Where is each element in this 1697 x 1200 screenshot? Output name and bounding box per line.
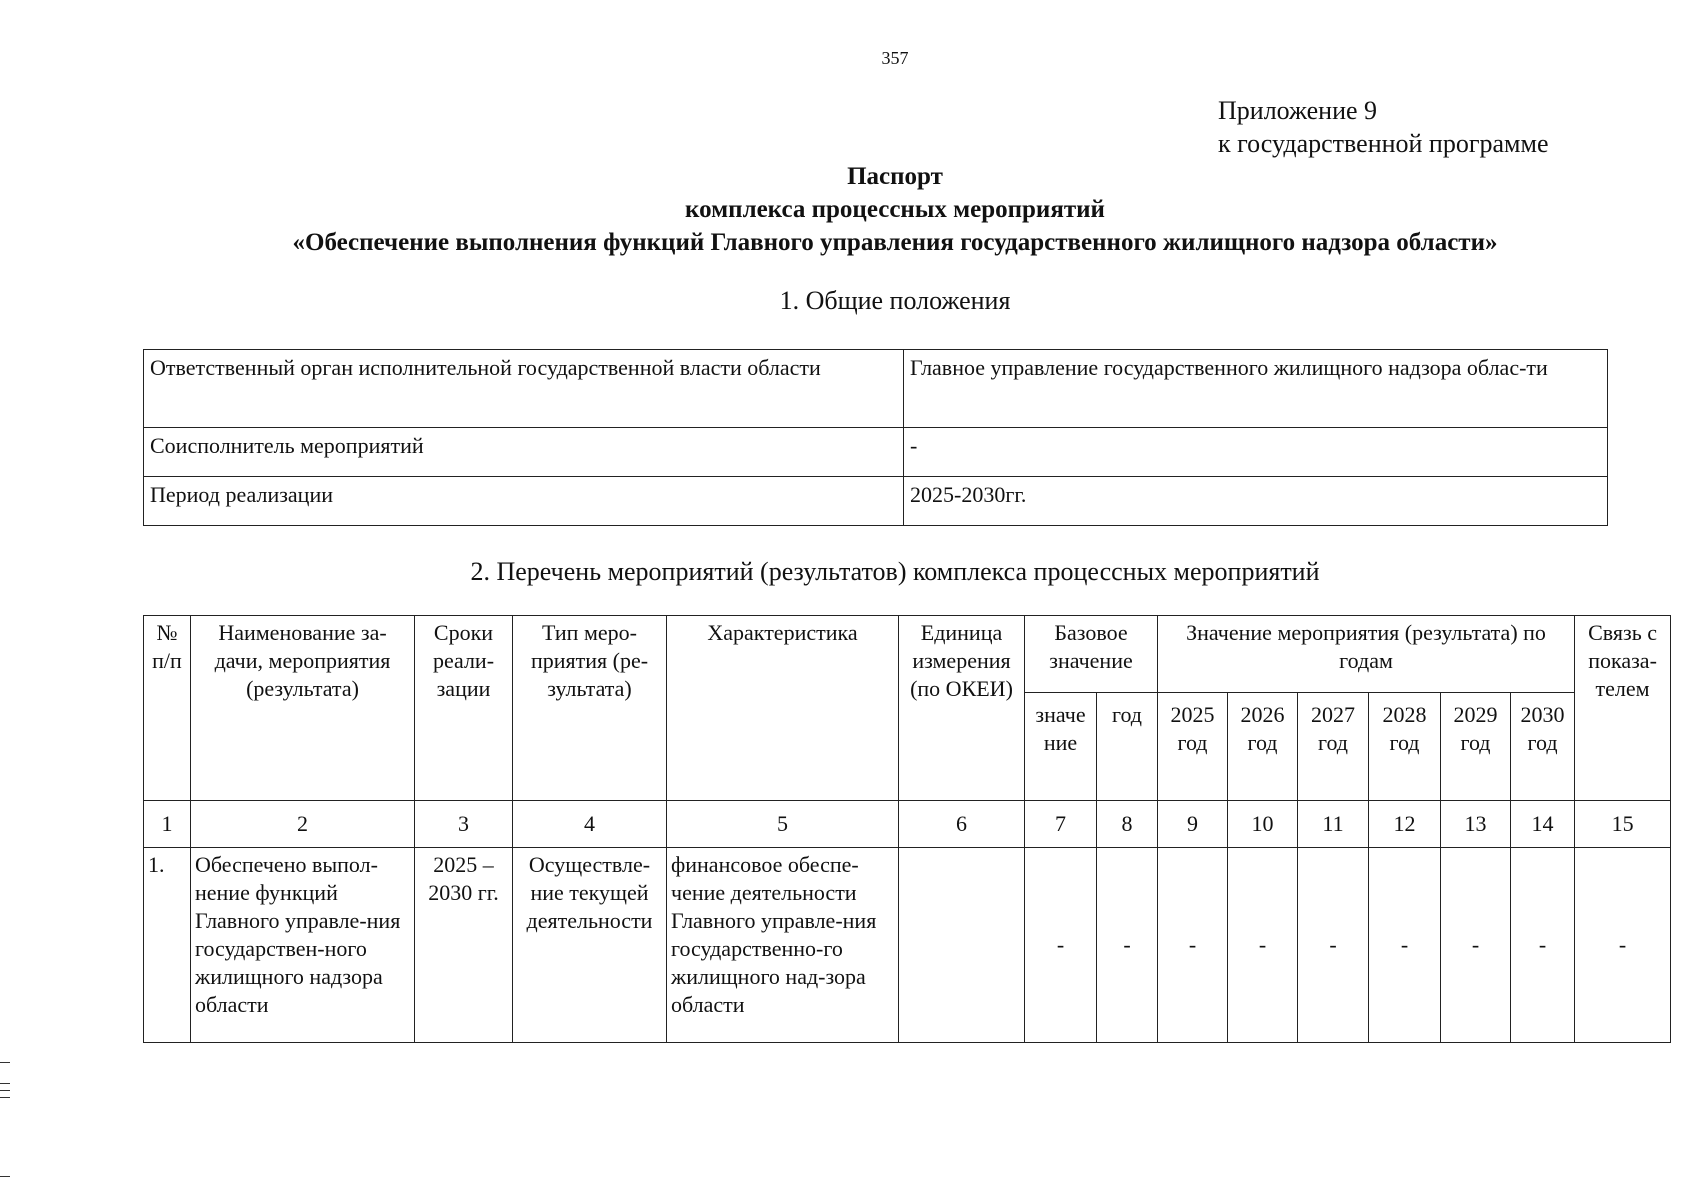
page-number: 357 <box>881 48 909 68</box>
events-table <box>143 615 1671 1043</box>
row-value-2025: - <box>1158 848 1228 1043</box>
table-row <box>144 477 1608 526</box>
row-characteristic: финансовое обеспе-чение деятельности Главного управле-ния государственно-го жилищного над-зора области <box>667 848 899 1043</box>
header-year-2030: 2030 год <box>1511 693 1575 801</box>
row-label: Соисполнитель мероприятий <box>144 428 904 477</box>
row-value: 2025-2030гг. <box>904 477 1608 526</box>
column-number: 6 <box>899 801 1025 848</box>
row-name: Обеспечено выпол-нение функций Главного управле-ния государствен-ного жилищного надзора области <box>191 848 415 1043</box>
row-terms: 2025 – 2030 гг. <box>415 848 513 1043</box>
header-base-value: значе ние <box>1025 693 1097 801</box>
header-name: Наименование за-дачи, мероприятия (результата) <box>191 616 415 801</box>
column-number-row <box>144 801 1671 848</box>
column-number: 1 <box>144 801 191 848</box>
row-value: - <box>904 428 1608 477</box>
row-value-2026: - <box>1228 848 1298 1043</box>
column-number: 12 <box>1369 801 1441 848</box>
binding-mark <box>0 1090 10 1091</box>
header-base: Базовое значение <box>1025 616 1158 693</box>
row-type: Осуществле-ние текущей деятельности <box>513 848 667 1043</box>
header-year-2028: 2028 год <box>1369 693 1441 801</box>
row-label: Период реализации <box>144 477 904 526</box>
header-unit: Единица измерения (по ОКЕИ) <box>899 616 1025 801</box>
column-number: 8 <box>1097 801 1158 848</box>
header-link: Связь с показа-телем <box>1575 616 1671 801</box>
column-number: 15 <box>1575 801 1671 848</box>
row-link: - <box>1575 848 1671 1043</box>
row-value: Главное управление государственного жилищного надзора облас-ти <box>904 350 1608 428</box>
header-year-2029: 2029 год <box>1441 693 1511 801</box>
column-number: 3 <box>415 801 513 848</box>
row-base-year: - <box>1097 848 1158 1043</box>
binding-mark <box>0 1176 10 1177</box>
row-label: Ответственный орган исполнительной государственной власти области <box>144 350 904 428</box>
table-row <box>144 350 1608 428</box>
column-number: 5 <box>667 801 899 848</box>
header-base-year: год <box>1097 693 1158 801</box>
section-1-heading: 1. Общие положения <box>779 286 1011 315</box>
column-number: 14 <box>1511 801 1575 848</box>
table-row <box>144 848 1671 1043</box>
row-num: 1. <box>144 848 191 1043</box>
row-unit <box>899 848 1025 1043</box>
column-number: 7 <box>1025 801 1097 848</box>
header-characteristic: Характеристика <box>667 616 899 801</box>
column-number: 13 <box>1441 801 1511 848</box>
header-num: № п/п <box>144 616 191 801</box>
header-row-top <box>144 616 1671 693</box>
row-value-2030: - <box>1511 848 1575 1043</box>
header-type: Тип меро-приятия (ре-зультата) <box>513 616 667 801</box>
title-line-2: комплекса процессных мероприятий <box>685 196 1105 223</box>
title-line-3: «Обеспечение выполнения функций Главного управления государственного жилищного надзора области» <box>292 229 1498 256</box>
row-value-2029: - <box>1441 848 1511 1043</box>
header-yearly: Значение мероприятия (результата) по годам <box>1158 616 1575 693</box>
table-row <box>144 428 1608 477</box>
general-provisions-table <box>143 349 1608 526</box>
row-base-value: - <box>1025 848 1097 1043</box>
column-number: 10 <box>1228 801 1298 848</box>
header-terms: Сроки реали-зации <box>415 616 513 801</box>
column-number: 11 <box>1298 801 1369 848</box>
binding-mark <box>0 1062 10 1063</box>
row-value-2027: - <box>1298 848 1369 1043</box>
row-value-2028: - <box>1369 848 1441 1043</box>
binding-mark <box>0 1083 10 1084</box>
binding-mark <box>0 1097 10 1098</box>
header-year-2027: 2027 год <box>1298 693 1369 801</box>
column-number: 4 <box>513 801 667 848</box>
column-number: 2 <box>191 801 415 848</box>
header-year-2025: 2025 год <box>1158 693 1228 801</box>
appendix-line-1: Приложение 9 <box>1218 96 1378 125</box>
section-2-heading: 2. Перечень мероприятий (результатов) комплекса процессных мероприятий <box>470 557 1320 586</box>
appendix-line-2: к государственной программе <box>1218 129 1549 158</box>
title-line-1: Паспорт <box>847 163 943 190</box>
appendix-note <box>1218 94 1549 160</box>
column-number: 9 <box>1158 801 1228 848</box>
header-year-2026: 2026 год <box>1228 693 1298 801</box>
document-title <box>0 160 1697 259</box>
